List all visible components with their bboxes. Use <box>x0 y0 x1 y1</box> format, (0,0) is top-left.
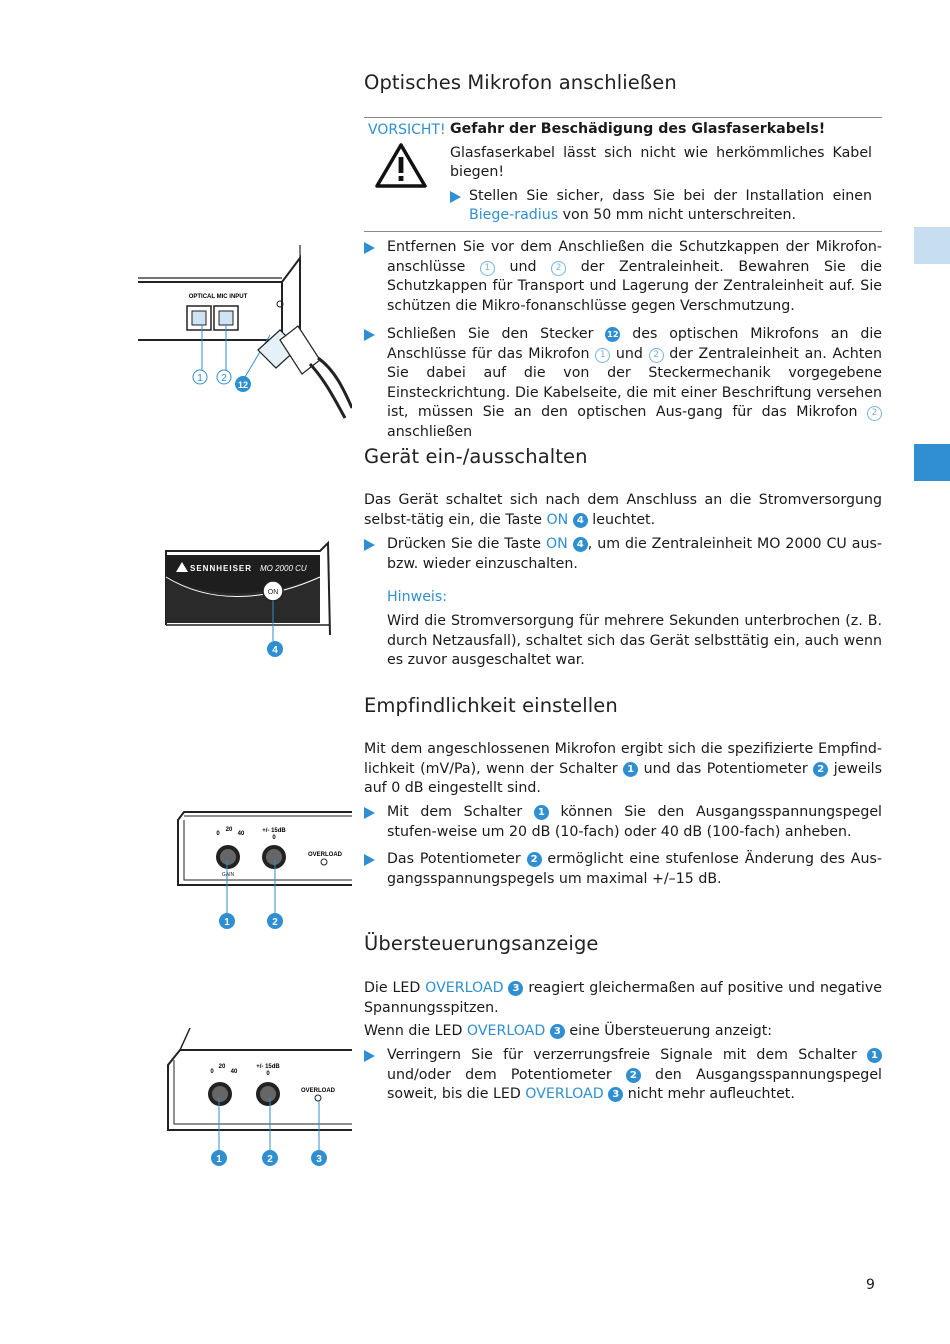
callout-2: 2 <box>813 762 828 777</box>
svg-text:2: 2 <box>272 917 278 928</box>
side-tab-active <box>914 444 950 481</box>
callout-12: 12 <box>605 327 620 342</box>
overload-paragraph-2: Wenn die LED OVERLOAD 3 eine Übersteuerung anzeigt: <box>364 1023 773 1039</box>
svg-text:+/- 15dB: +/- 15dB <box>262 828 286 834</box>
bullet-arrow-icon <box>450 191 461 203</box>
warning-label: VORSICHT! <box>368 122 446 138</box>
warning-text: Glasfaserkabel lässt sich nicht wie herkömmliches Kabel biegen! <box>450 144 872 181</box>
svg-text:3: 3 <box>316 1154 322 1165</box>
fiber-connector <box>258 326 352 418</box>
bullet-arrow-icon <box>364 242 375 254</box>
svg-text:1: 1 <box>197 373 203 384</box>
svg-text:1: 1 <box>224 917 230 928</box>
warning-bullet: Stellen Sie sicher, dass Sie bei der Installation einen Biege-radius von 50 mm nicht unterschreiten. <box>450 187 872 226</box>
overload-paragraph-1: Die LED OVERLOAD 3 reagiert gleichermaßen auf positive und negative Spannungsspitzen. <box>364 980 882 1016</box>
svg-text:OVERLOAD: OVERLOAD <box>300 1088 336 1094</box>
svg-text:GAIN: GAIN <box>221 872 235 878</box>
overload-bullet: Verringern Sie für verzerrungsfreie Signale mit dem Schalter 1 und/oder dem Potentiometer 2 den Ausgangsspannungspegel soweit, bis die LED OVERLOAD 3 nicht mehr aufleuchtet. <box>364 1046 882 1105</box>
svg-text:40: 40 <box>237 831 245 837</box>
callout-3: 3 <box>508 981 523 996</box>
svg-text:12: 12 <box>237 380 249 390</box>
bullet-arrow-icon <box>364 1050 375 1062</box>
svg-text:ON: ON <box>267 589 279 596</box>
svg-text:20: 20 <box>225 827 233 833</box>
overload-led <box>315 1095 321 1101</box>
callout-outline-1: 1 <box>480 261 495 276</box>
warning-box <box>364 117 882 232</box>
callout-4: 4 <box>573 513 588 528</box>
onoff-bullet: Drücken Sie die Taste ON 4 , um die Zentraleinheit MO 2000 CU aus- bzw. wieder einzuschalten. <box>364 535 882 574</box>
svg-text:0: 0 <box>272 835 276 841</box>
svg-text:4: 4 <box>272 645 278 656</box>
optical-input-label: OPTICAL MIC INPUT <box>188 294 248 300</box>
svg-text:0: 0 <box>266 1071 270 1077</box>
note-label: Hinweis: <box>387 589 448 605</box>
optical-bullet-1: Entfernen Sie vor dem Anschließen die Schutzkappen der Mikrofon-anschlüsse 1 und 2 der Zentraleinheit. Bewahren Sie die Schutzkappen für Transport und Lagerung der Zentraleinheit auf. Sie schützen die Mikro-fonanschlüsse gegen Verschmutzung. <box>364 238 882 316</box>
svg-text:+/- 15dB: +/- 15dB <box>256 1064 280 1070</box>
svg-text:20: 20 <box>218 1064 226 1070</box>
optical-bullet-2: Schließen Sie den Stecker 12 des optischen Mikrofons an die Anschlüsse für das Mikrofon 1 und 2 der Zentraleinheit an. Achten Sie dabei auf die von der Steckermechanik vorgegebene Einsteckrichtung. Die Kabelseite, die mit einer Beschriftung versehen ist, müssen Sie an den optischen Aus-gang für das Mikrofon 2 anschließen <box>364 325 882 443</box>
figure-gain-level-panel <box>170 800 352 936</box>
brand-label: SENNHEISER <box>190 564 253 573</box>
svg-text:1: 1 <box>216 1154 222 1165</box>
warning-triangle-icon <box>375 142 427 188</box>
bullet-arrow-icon <box>364 807 375 819</box>
sensitivity-bullet-1: Mit dem Schalter 1 können Sie den Ausgangsspannungspegel stufen-weise um 20 dB (10-fach) oder 40 dB (100-fach) anheben. <box>364 803 882 842</box>
section-title-optical: Optisches Mikrofon anschließen <box>364 71 677 94</box>
bend-radius-link[interactable]: Biege-radius <box>469 207 559 224</box>
onoff-paragraph: Das Gerät schaltet sich nach dem Anschluss an die Stromversorgung selbst-tätig ein, die Taste ON 4 leuchtet. <box>364 492 882 528</box>
model-label: MO 2000 CU <box>260 564 307 573</box>
overload-label: OVERLOAD <box>307 852 343 858</box>
section-title-onoff: Gerät ein-/ausschalten <box>364 445 588 468</box>
svg-text:2: 2 <box>221 373 227 384</box>
svg-text:0: 0 <box>210 1069 214 1075</box>
section-title-sensitivity: Empfindlichkeit einstellen <box>364 694 618 717</box>
sensitivity-bullet-2: Das Potentiometer 2 ermöglicht eine stufenlose Änderung des Aus-gangsspannungspegels um maximal +/–15 dB. <box>364 850 882 889</box>
callout-outline-2: 2 <box>551 261 566 276</box>
callout-1: 1 <box>623 762 638 777</box>
sensitivity-paragraph: Mit dem angeschlossenen Mikrofon ergibt sich die spezifizierte Empfind-lichkeit (mV/Pa), wenn der Schalter 1 und das Potentiometer 2 jeweils auf 0 dB eingestellt sind. <box>364 741 882 797</box>
svg-text:2: 2 <box>267 1154 273 1165</box>
note-text: Wird die Stromversorgung für mehrere Sekunden unterbrochen (z. B. durch Netzausfall), schaltet sich das Gerät selbsttätig ein, auch wenn es zuvor ausgeschaltet war. <box>387 613 882 669</box>
warning-heading: Gefahr der Beschädigung des Glasfaserkabels! <box>450 121 826 137</box>
svg-text:40: 40 <box>230 1069 238 1075</box>
bullet-arrow-icon <box>364 329 375 341</box>
section-title-overload: Übersteuerungsanzeige <box>364 932 599 955</box>
svg-text:0: 0 <box>216 831 220 837</box>
figure-overload-panel <box>160 1020 352 1175</box>
bullet-arrow-icon <box>364 539 375 551</box>
bullet-arrow-icon <box>364 854 375 866</box>
figure-optical-input <box>130 240 352 430</box>
page-number: 9 <box>866 1277 875 1293</box>
side-tab-light <box>914 227 950 264</box>
figure-front-panel-on <box>160 535 352 660</box>
